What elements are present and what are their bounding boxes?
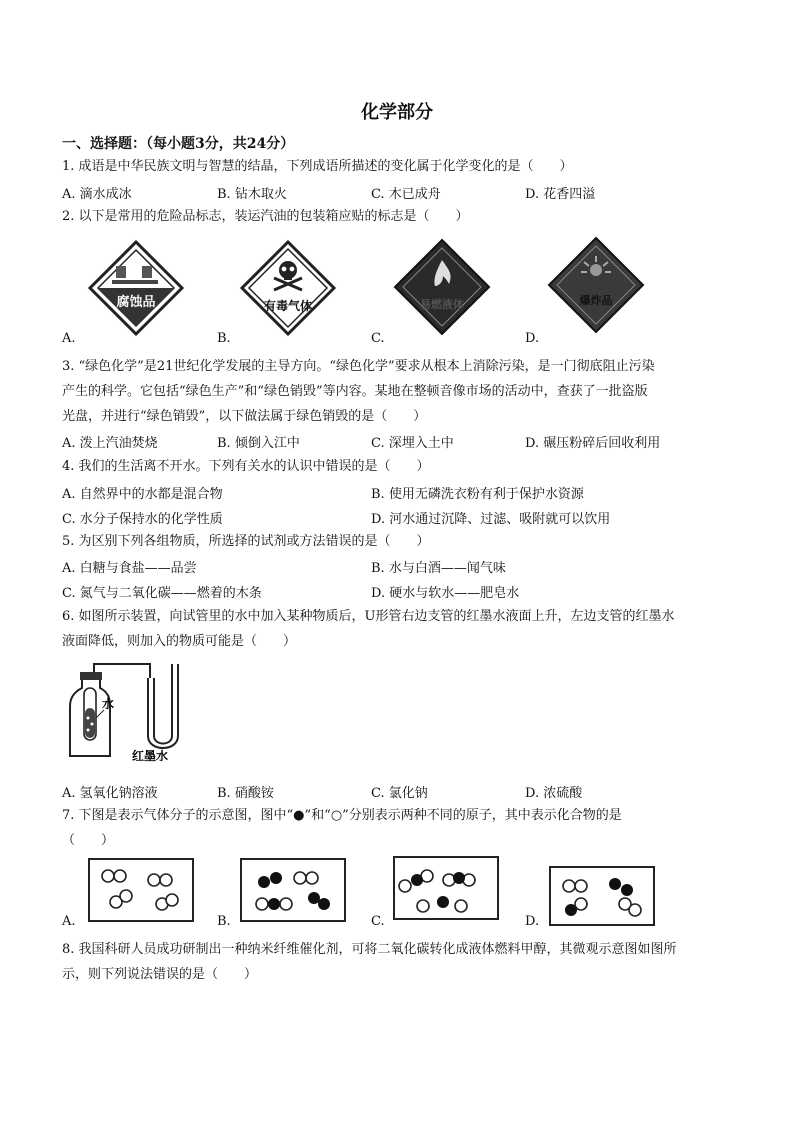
q4-option-b: B. 使用无磷洗衣粉有利于保护水资源 (371, 487, 584, 502)
q3-option-c: C. 深埋入土中 (371, 436, 454, 451)
q2-label-a: A. (62, 331, 76, 346)
molecule-box-b (240, 858, 346, 922)
q6-option-c: C. 氯化钠 (371, 786, 428, 801)
question-6-line-1: 6. 如图所示装置，向试管里的水中加入某种物质后，U形管右边支管的红墨水液面上升，左边支管的红墨水 (62, 609, 675, 624)
question-6-line-2: 液面降低，则加入的物质可能是（ ） (62, 634, 297, 649)
question-8-line-2: 示，则下列说法错误的是（ ） (62, 967, 258, 982)
q5-option-a: A. 白糖与食盐——品尝 (62, 561, 197, 576)
q7-label-a: A. (62, 914, 76, 929)
red-ink-label: 红墨水 (132, 749, 169, 763)
q3-option-d: D. 碾压粉碎后回收利用 (525, 436, 661, 451)
q2-label-c: C. (371, 331, 385, 346)
sign-b-text: 有毒气体 (263, 299, 313, 313)
q6-option-a: A. 氢氧化钠溶液 (62, 786, 158, 801)
q1-option-c: C. 木已成舟 (371, 187, 441, 202)
q7-label-d: D. (525, 914, 540, 929)
q5-option-c: C. 氮气与二氧化碳——燃着的木条 (62, 586, 262, 601)
q5-option-b: B. 水与白酒——闻气味 (371, 561, 506, 576)
molecule-box-c (393, 856, 499, 920)
q7-label-b: B. (217, 914, 231, 929)
sign-c-text: 易燃液体 (420, 298, 464, 311)
toxic-gas-sign-icon (240, 240, 336, 336)
q1-option-d: D. 花香四溢 (525, 187, 596, 202)
q1-option-b: B. 钻木取火 (217, 187, 287, 202)
question-3-line-2: 产生的科学。它包括“绿色生产”和“绿色销毁”等内容。某地在整顿音像市场的活动中，查获了一批盗版 (62, 384, 648, 399)
question-7-line-2: （ ） (62, 833, 115, 848)
q6-option-b: B. 硝酸铵 (217, 786, 274, 801)
page-title: 化学部分 (361, 102, 433, 123)
q2-label-d: D. (525, 331, 540, 346)
water-label: 水 (102, 697, 115, 711)
question-7-line-1: 7. 下图是表示气体分子的示意图，图中“●”和“○”分别表示两种不同的原子，其中表示化合物的是 (62, 808, 622, 823)
question-3-line-3: 光盘，并进行“绿色销毁”，以下做法属于绿色销毁的是（ ） (62, 409, 427, 424)
q4-option-c: C. 水分子保持水的化学性质 (62, 512, 223, 527)
q5-option-d: D. 硬水与软水——肥皂水 (371, 586, 520, 601)
corrosive-sign-icon (88, 240, 184, 336)
molecule-box-d (549, 866, 655, 926)
sign-d-text: 爆炸品 (579, 294, 613, 307)
question-4-stem: 4. 我们的生活离不开水。下列有关水的认识中错误的是（ ） (62, 459, 430, 474)
u-tube-apparatus-figure (64, 658, 194, 768)
q2-label-b: B. (217, 331, 231, 346)
section-heading: 一、选择题：（每小题3分，共24分） (62, 136, 295, 152)
question-8-line-1: 8. 我国科研人员成功研制出一种纳米纤维催化剂，可将二氧化碳转化成液体燃料甲醇，其微观示意图如图所 (62, 942, 677, 957)
q7-label-c: C. (371, 914, 385, 929)
question-2-stem: 2. 以下是常用的危险品标志，装运汽油的包装箱应贴的标志是（ ） (62, 209, 469, 224)
q1-option-a: A. 滴水成冰 (62, 187, 132, 202)
sign-a-text: 腐蚀品 (116, 295, 156, 310)
q3-option-a: A. 泼上汽油焚烧 (62, 436, 158, 451)
q4-option-a: A. 自然界中的水都是混合物 (62, 487, 223, 502)
question-1-stem: 1. 成语是中华民族文明与智慧的结晶，下列成语所描述的变化属于化学变化的是（ ） (62, 159, 573, 174)
flammable-sign-icon (393, 238, 491, 336)
question-3-line-1: 3. “绿色化学”是21世纪化学发展的主导方向。“绿色化学”要求从根本上消除污染，是一门彻底阻止污染 (62, 359, 655, 374)
question-5-stem: 5. 为区别下列各组物质，所选择的试剂或方法错误的是（ ） (62, 534, 430, 549)
q4-option-d: D. 河水通过沉降、过滤、吸附就可以饮用 (371, 512, 611, 527)
q3-option-b: B. 倾倒入江中 (217, 436, 300, 451)
q6-option-d: D. 浓硫酸 (525, 786, 583, 801)
explosive-sign-icon (547, 236, 645, 334)
molecule-box-a (88, 858, 194, 922)
